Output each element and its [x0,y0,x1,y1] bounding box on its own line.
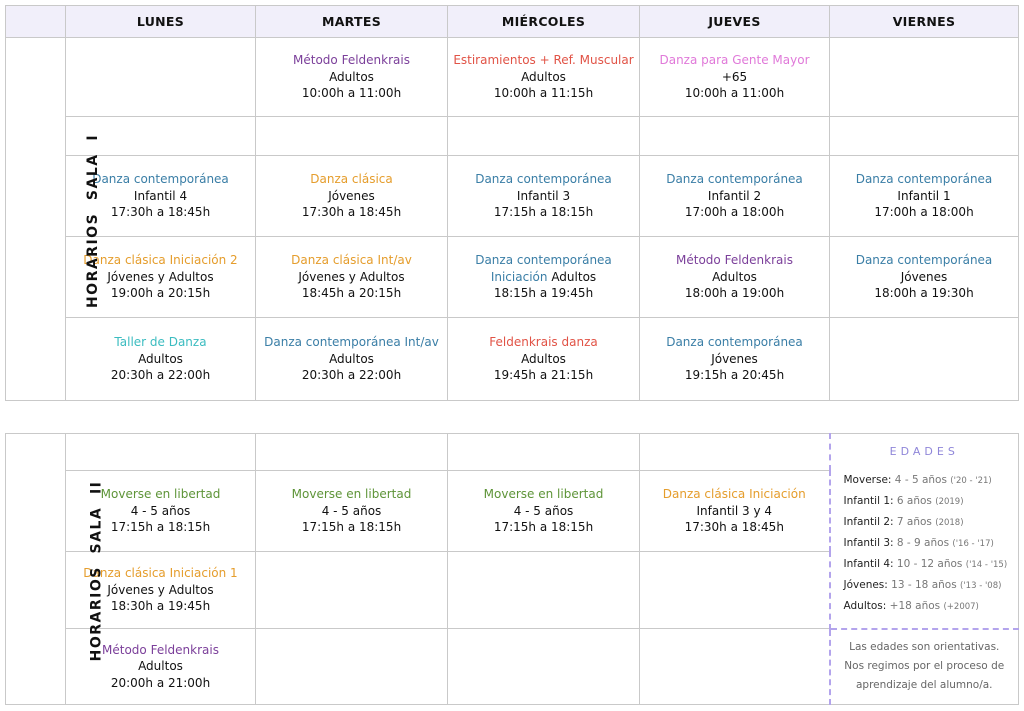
class-time: 20:30h a 22:00h [110,368,211,383]
class-cell [256,237,448,318]
class-title: Danza clásica Int/av [291,253,412,268]
class-time: 18:45h a 20:15h [301,286,402,301]
class-cell [640,434,830,471]
ages-panel [830,434,1019,629]
class-cell [640,237,830,318]
class-cell [448,156,640,237]
class-cell [640,552,830,629]
ages-value: 8 - 9 años [896,536,950,549]
table-row [6,237,1019,318]
day-header-row [6,6,1019,38]
corner-cell [6,6,66,38]
class-level: Adultos [138,351,183,366]
class-title: Feldenkrais danza [489,335,598,350]
class-cell [448,117,640,156]
class-time: 17:30h a 18:45h [301,205,402,220]
class-title: Danza contemporánea [855,172,993,187]
class-cell [830,156,1019,237]
class-title: Moverse en libertad [483,487,604,502]
class-title: Taller de Danza [114,335,207,350]
ages-years: ('20 - '21) [950,475,992,486]
day-header-miercoles: MIÉRCOLES [448,6,640,38]
class-cell [66,38,256,117]
ages-label: Adultos: [843,599,887,612]
class-title: Estiramientos + Ref. Muscular [453,53,634,68]
class-level: Jóvenes y Adultos [107,582,214,597]
class-title: Moverse en libertad [100,487,221,502]
class-cell [448,38,640,117]
class-cell [830,237,1019,318]
class-time: 10:00h a 11:00h [684,86,785,101]
ages-years: (2019) [935,496,964,507]
ages-label: Infantil 4: [843,557,894,570]
class-time: 17:30h a 18:45h [110,205,211,220]
class-cell [640,38,830,117]
ages-value: +18 años [889,599,941,612]
class-cell [256,552,448,629]
class-cell [448,471,640,552]
sala1-label: HORARIOS SALA I [85,133,102,308]
class-level: Jóvenes [900,269,948,284]
class-level: Adultos [138,659,183,674]
class-cell [66,318,256,401]
class-cell [640,471,830,552]
sala2-label-cell [6,434,105,705]
sala2-schedule-table [5,433,1019,705]
class-time: 20:30h a 22:00h [301,368,402,383]
class-level: Adultos [712,269,757,284]
class-title-continued: Iniciación [490,269,548,284]
ages-years: ('13 - '08) [960,580,1002,591]
class-title: Danza clásica Iniciación [662,487,806,502]
class-cell [256,629,448,705]
class-cell [256,156,448,237]
class-time: 18:30h a 19:45h [110,599,211,614]
table-row [6,156,1019,237]
ages-label: Infantil 1: [843,494,894,507]
class-cell [448,552,640,629]
class-cell [640,117,830,156]
class-cell [830,117,1019,156]
class-title: Danza contemporánea [475,172,612,187]
ages-title: EDADES [889,444,959,458]
class-cell [640,629,830,705]
class-level: Jóvenes y Adultos [107,269,214,284]
sala1-schedule-table [5,5,1019,401]
table-row [6,629,1019,705]
class-time: 20:00h a 21:00h [110,675,211,690]
ages-note-line: aprendizaje del alumno/a. [855,679,993,692]
class-level: Infantil 3 [516,188,571,203]
class-cell [256,434,448,471]
ages-note-cell [830,629,1019,705]
ages-item [844,512,1019,533]
day-header-jueves: JUEVES [640,6,830,38]
ages-label: Infantil 2: [843,515,894,528]
ages-label: Jóvenes: [843,578,888,591]
class-level: Adultos [521,69,566,84]
ages-item [844,491,1019,512]
class-cell [256,38,448,117]
class-cell [448,629,640,705]
class-time: 17:00h a 18:00h [874,205,974,220]
sala1-label-cell [6,38,102,401]
class-level: Adultos [329,69,374,84]
ages-label: Moverse: [843,473,892,486]
class-level: 4 - 5 años [130,503,191,518]
class-title: Danza contemporánea [855,253,993,268]
table-row [6,318,1019,401]
class-time: 17:15h a 18:15h [493,520,594,535]
class-level: Infantil 2 [707,188,762,203]
class-title: Danza para Gente Mayor [659,53,810,68]
class-level: Jóvenes [328,188,375,203]
class-cell [640,318,830,401]
class-cell [448,318,640,401]
class-time: 19:15h a 20:45h [684,368,785,383]
class-cell [66,434,256,471]
day-header-martes: MARTES [256,6,448,38]
class-title: Danza contemporánea [666,335,803,350]
class-time: 17:15h a 18:15h [493,205,594,220]
class-title: Danza contemporánea [666,172,803,187]
ages-item [844,575,1019,596]
class-level: Jóvenes [711,351,758,366]
table-row [6,117,1019,156]
class-cell [830,318,1019,401]
ages-value: 10 - 12 años [896,557,963,570]
class-time: 10:00h a 11:00h [301,86,402,101]
class-title: Método Feldenkrais [676,253,793,268]
class-cell [256,117,448,156]
class-time: 17:30h a 18:45h [684,520,784,535]
class-time: 19:45h a 21:15h [493,368,594,383]
class-level: 4 - 5 años [513,503,574,518]
class-cell [830,38,1019,117]
class-cell [256,318,448,401]
class-title: Método Feldenkrais [293,53,410,68]
class-time: 17:15h a 18:15h [301,520,402,535]
class-cell [640,156,830,237]
table-row [6,38,1019,117]
ages-item [844,596,1019,617]
ages-item [844,554,1019,575]
class-time: 17:15h a 18:15h [110,520,211,535]
class-title: Moverse en libertad [291,487,412,502]
class-level: 4 - 5 años [321,503,382,518]
ages-label: Infantil 3: [843,536,894,549]
class-title: Danza contemporánea Int/av [264,335,439,350]
day-header-viernes: VIERNES [830,6,1019,38]
class-level: Jóvenes y Adultos [298,269,405,284]
class-time: 18:00h a 19:00h [684,286,785,301]
ages-years: ('14 - '15) [965,559,1008,570]
class-title: Método Feldenkrais [102,642,219,657]
class-cell [256,471,448,552]
class-level: Adultos [329,351,374,366]
class-level: Adultos [521,351,566,366]
class-level-line [448,269,639,286]
ages-note-line: Nos regimos por el proceso de [844,660,1005,673]
class-level: Infantil 3 y 4 [696,503,772,518]
class-level: +65 [721,69,748,84]
ages-years: ('16 - '17) [952,538,994,549]
class-title: Danza clásica Iniciación 2 [83,253,238,268]
ages-value: 6 años [896,494,932,507]
ages-item [844,470,1019,491]
ages-list [831,470,1019,617]
sala2-label: HORARIOS SALA II [88,480,105,661]
ages-item [844,533,1019,554]
class-title: Danza clásica Iniciación 1 [83,566,238,581]
class-cell [448,237,640,318]
class-time: 18:15h a 19:45h [493,286,594,301]
class-level: Adultos [551,269,597,284]
class-cell [448,434,640,471]
class-time: 17:00h a 18:00h [684,205,785,220]
class-time: 18:00h a 19:30h [874,286,974,301]
ages-note-line: Las edades son orientativas. [849,641,1000,654]
ages-years: (+2007) [943,601,979,612]
class-level: Infantil 4 [133,188,188,203]
class-title: Danza contemporánea [475,253,612,268]
ages-years: (2018) [935,517,964,528]
class-title: Danza contemporánea [92,172,229,187]
class-title: Danza clásica [310,172,393,187]
table-row [6,434,1019,471]
class-level: Infantil 1 [897,188,951,203]
ages-value: 7 años [896,515,932,528]
ages-value: 13 - 18 años [891,578,957,591]
class-time: 10:00h a 11:15h [493,86,594,101]
day-header-lunes: LUNES [66,6,256,38]
class-time: 19:00h a 20:15h [110,286,211,301]
ages-value: 4 - 5 años [894,473,947,486]
